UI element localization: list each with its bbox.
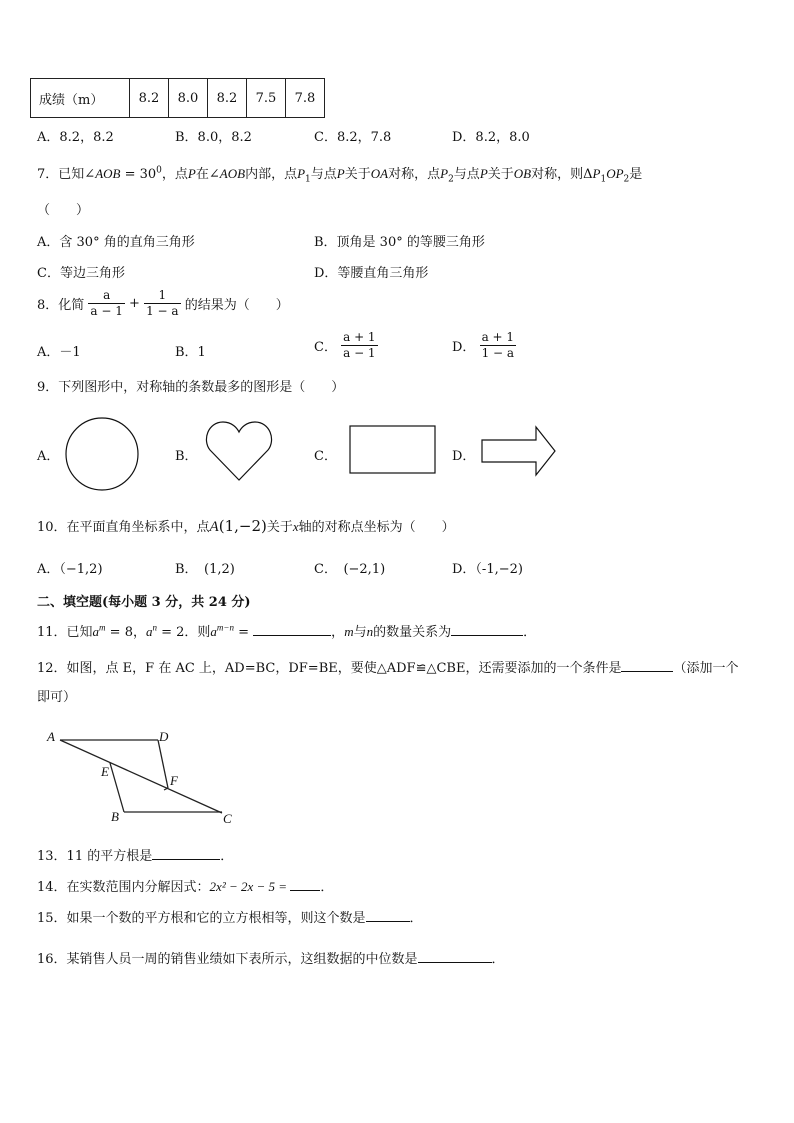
q7-answer-paren: （ ） (37, 203, 90, 218)
rectangle-shape (349, 425, 437, 475)
q9-option-d-label: D． (452, 449, 476, 464)
q9-option-a-label: A． (37, 449, 60, 464)
q13-question: 13．11 的平方根是 ． (37, 849, 234, 864)
answer-blank[interactable] (253, 623, 331, 636)
q10-question: 10．在平面直角坐标系中，点A(1,−2)关于x轴的对称点坐标为（ ） (37, 517, 455, 535)
q15-question: 15．如果一个数的平方根和它的立方根相等，则这个数是 ． (37, 911, 423, 926)
answer-blank[interactable] (366, 909, 410, 922)
parallelogram-figure (44, 726, 244, 830)
table-row (31, 79, 325, 118)
q10-option-c: C． (−2,1) (314, 562, 386, 577)
table-cell: 8.0 (169, 79, 208, 118)
answer-blank[interactable] (451, 623, 523, 636)
answer-blank[interactable] (621, 659, 673, 672)
vertex-label: D (159, 729, 169, 744)
q9-question: 9．下列图形中，对称轴的条数最多的图形是（ ） (37, 380, 345, 395)
q7-option-d: D．等腰直角三角形 (314, 266, 429, 281)
q8-option-b: B．1 (175, 345, 206, 360)
q14-question: 14．在实数范围内分解因式：2x² − 2x − 5 = ． (37, 879, 334, 895)
table-cell: 7.5 (247, 79, 286, 118)
score-table (30, 78, 325, 118)
table-cell: 7.8 (286, 79, 325, 118)
q6-option-b: B．8.0，8.2 (175, 130, 252, 145)
q10-option-b: B． (1,2) (175, 562, 235, 577)
fraction: $\frac{a + 1}{a - 1}$ (343, 330, 376, 360)
vertex-label: C (223, 811, 232, 826)
q12-question-cont: 即可） (37, 690, 77, 705)
fraction: $\frac{1}{1 - a}$ (146, 288, 179, 318)
q8-option-d: D． $\frac{a + 1}{1 - a}$ (452, 330, 515, 360)
q6-option-a: A．8.2，8.2 (37, 130, 114, 145)
vertex-label: E (101, 764, 109, 779)
vertex-label: A (47, 729, 55, 744)
answer-blank[interactable] (152, 847, 220, 860)
section-heading: 二、填空题(每小题 3 分，共 24 分) (37, 595, 251, 610)
heart-shape (206, 420, 272, 482)
circle-shape (64, 416, 140, 492)
answer-blank[interactable] (418, 950, 492, 963)
q8-question: 8．化简 $\frac{a}{a - 1}$ + $\frac{1}{1 - a}$ 的结果为（ ） (37, 288, 289, 318)
q11-question: 11．已知$a^m = 8$，$a^n = 2$．则$a^{m-n}$ = ，m与n的数量关系为 ． (37, 622, 537, 640)
q16-question: 16．某销售人员一周的销售业绩如下表所示，这组数据的中位数是 ． (37, 952, 505, 967)
fraction: $\frac{a}{a - 1}$ (90, 288, 123, 318)
q7-option-b: B．顶角是 30° 的等腰三角形 (314, 235, 485, 250)
table-header-cell: 成绩（m） (31, 79, 130, 118)
q8-option-a: A．－1 (37, 345, 81, 360)
vertex-label: B (111, 809, 119, 824)
q7-option-a: A．含 30° 角的直角三角形 (37, 235, 195, 250)
q6-option-d: D．8.2，8.0 (452, 130, 530, 145)
q10-option-d: D．（-1,−2) (452, 562, 523, 577)
q8-option-c: C． $\frac{a + 1}{a - 1}$ (314, 330, 376, 360)
arrow-shape (481, 426, 557, 476)
vertex-label: F (170, 773, 178, 788)
table-cell: 8.2 (130, 79, 169, 118)
q9-option-b-label: B． (175, 449, 198, 464)
q6-option-c: C．8.2，7.8 (314, 130, 392, 145)
q9-option-c-label: C． (314, 449, 337, 464)
q7-question: 7．已知∠AOB = $30^0$，点P在∠AOB内部，点$P_1$与点P关于OA对称，点$P_2$与点P关于OB对称，则$\Delta P_1OP_2$是 (37, 165, 643, 185)
table-cell: 8.2 (208, 79, 247, 118)
q10-option-a: A．（−1,2) (37, 562, 103, 577)
q12-question: 12．如图，点 E，F 在 AC 上，AD=BC，DF=BE，要使△ADF≌△CBE，还需要添加的一个条件是 （添加一个 (37, 661, 739, 676)
answer-blank[interactable] (290, 878, 320, 891)
fraction: $\frac{a + 1}{1 - a}$ (481, 330, 515, 360)
q7-option-c: C．等边三角形 (37, 266, 125, 281)
